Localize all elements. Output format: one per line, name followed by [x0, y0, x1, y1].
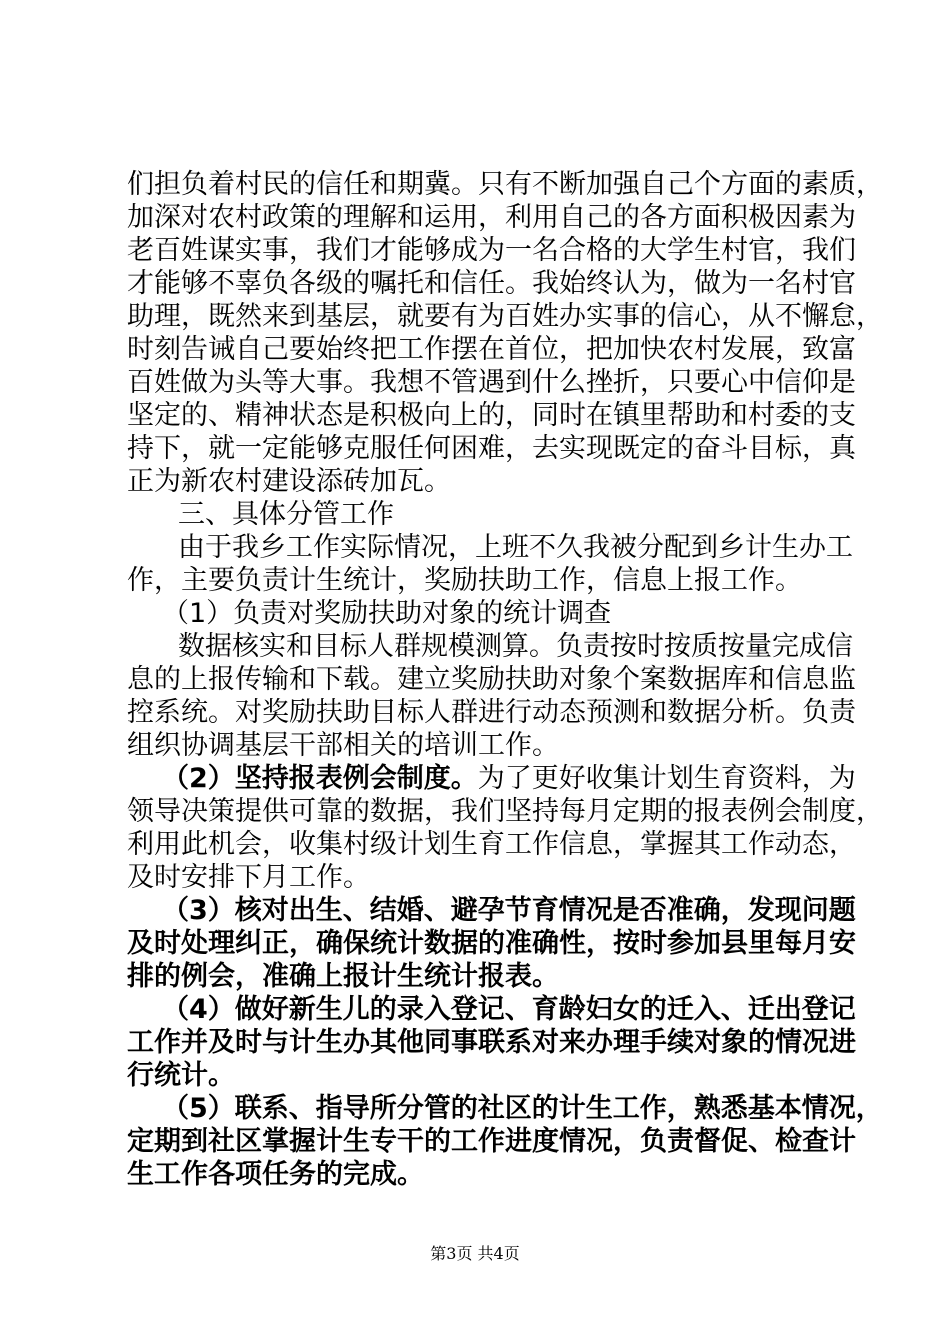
item-4-line-1: （4）做好新生儿的录入登记、育龄妇女的迁入、迁出登记: [162, 994, 856, 1025]
paragraph-1-line-8: 坚定的、精神状态是积极向上的，同时在镇里帮助和村委的支: [127, 400, 856, 431]
item-4-line-3: 行统计。: [127, 1060, 235, 1091]
item-3-line-2: 及时处理纠正，确保统计数据的准确性，按时参加县里每月安: [127, 928, 856, 959]
paragraph-1-line-5: 助理，既然来到基层，就要有为百姓办实事的信心，从不懈怠，: [127, 301, 883, 332]
paragraph-1-line-6: 时刻告诫自己要始终把工作摆在首位，把加快农村发展，致富: [127, 334, 856, 365]
paragraph-1-line-10: 正为新农村建设添砖加瓦。: [127, 466, 451, 497]
paragraph-1-line-3: 老百姓谋实事，我们才能够成为一名合格的大学生村官，我们: [127, 235, 856, 266]
paragraph-2-line-2: 作，主要负责计生统计，奖励扶助工作，信息上报工作。: [127, 565, 802, 596]
item-2-lead: （2）坚持报表例会制度。: [162, 763, 478, 794]
item-3-line-3: 排的例会，准确上报计生统计报表。: [127, 961, 559, 992]
paragraph-3-line-2: 息的上报传输和下载。建立奖励扶助对象个案数据库和信息监: [127, 664, 856, 695]
item-5-line-3: 生工作各项任务的完成。: [127, 1159, 424, 1190]
paragraph-3-line-1: 数据核实和目标人群规模测算。负责按时按质按量完成信: [178, 631, 853, 662]
item-2-line-3: 利用此机会，收集村级计划生育工作信息，掌握其工作动态，: [127, 829, 856, 860]
item-4-line-2: 工作并及时与计生办其他同事联系对来办理手续对象的情况进: [127, 1027, 856, 1058]
paragraph-2-line-1: 由于我乡工作实际情况，上班不久我被分配到乡计生办工: [178, 532, 853, 563]
paragraph-1-line-7: 百姓做为头等大事。我想不管遇到什么挫折，只要心中信仰是: [127, 367, 856, 398]
item-5-line-2: 定期到社区掌握计生专干的工作进度情况，负责督促、检查计: [127, 1126, 856, 1157]
paragraph-1-line-2: 加深对农村政策的理解和运用，利用自己的各方面积极因素为: [127, 202, 856, 233]
paragraph-3-line-3: 控系统。对奖励扶助目标人群进行动态预测和数据分析。负责: [127, 697, 856, 728]
paragraph-3-line-4: 组织协调基层干部相关的培训工作。: [127, 730, 559, 761]
section-heading: 三、具体分管工作: [178, 499, 394, 530]
paragraph-1-line-9: 持下，就一定能够克服任何困难，去实现既定的奋斗目标，真: [127, 433, 856, 464]
item-2-line-1: [162, 762, 856, 795]
item-5-line-1: （5）联系、指导所分管的社区的计生工作，熟悉基本情况，: [162, 1093, 883, 1124]
item-2-line-2: 领导决策提供可靠的数据，我们坚持每月定期的报表例会制度，: [127, 796, 883, 827]
item-2-rest: 为了更好收集计划生育资料，为: [477, 763, 856, 794]
paragraph-1-line-4: 才能够不辜负各级的嘱托和信任。我始终认为，做为一名村官: [127, 268, 856, 299]
item-1-title: （1）负责对奖励扶助对象的统计调查: [162, 598, 612, 629]
paragraph-1-line-1: 们担负着村民的信任和期冀。只有不断加强自己个方面的素质，: [127, 169, 883, 200]
page-footer: 第3页 共4页: [430, 1244, 520, 1263]
item-3-line-1: （3）核对出生、结婚、避孕节育情况是否准确，发现问题: [162, 895, 856, 926]
item-2-line-4: 及时安排下月工作。: [127, 862, 370, 893]
